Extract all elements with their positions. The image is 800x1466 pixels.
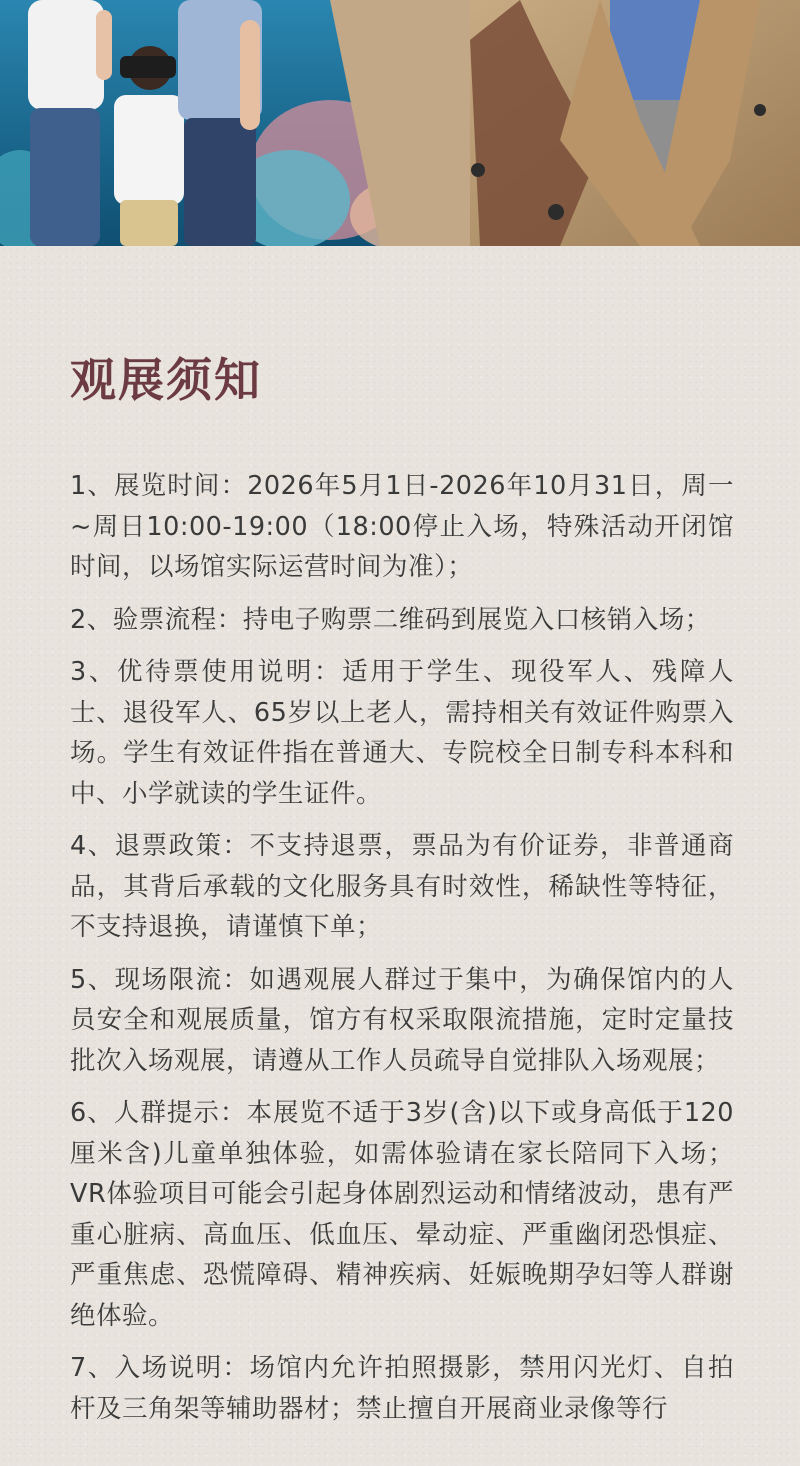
child-figure — [114, 46, 184, 246]
section-title: 观展须知 — [70, 353, 262, 407]
notice-item-refund: 4、退票政策：不支持退票，票品为有价证券，非普通商品，其背后承载的文化服务具有时效性，稀缺性等特征，不支持退换，请谨慎下单； — [70, 831, 734, 942]
notice-item-time: 1、展览时间：2026年5月1日-2026年10月31日，周一~周日10:00-19:00（18:00停止入场，特殊活动开闭馆时间，以场馆实际运营时间为准）； — [70, 471, 734, 582]
banner-photo — [0, 0, 800, 246]
notice-item-discount: 3、优待票使用说明：适用于学生、现役军人、残障人士、退役军人、65岁以上老人，需持相关有效证件购票入场。学生有效证件指在普通大、专院校全日制专科本科和中、小学就读的学生证件。 — [70, 657, 734, 809]
woman-trench-coat — [330, 0, 800, 246]
adult-figure-right — [178, 0, 262, 246]
notice-item-ticket-check: 2、验票流程：持电子购票二维码到展览入口核销入场； — [70, 604, 711, 635]
notice-list — [70, 466, 734, 1441]
banner-illustration — [0, 0, 800, 246]
notice-item-audience: 6、人群提示：本展览不适于3岁(含)以下或身高低于120厘米含)儿童单独体验，如需体验请在家长陪同下入场；VR体验项目可能会引起身体剧烈运动和情绪波动，患有严重心脏病、高血压、低血压、晕动症、严重幽闭恐惧症、严重焦虑、恐慌障碍、精神疾病、妊娠晚期孕妇等人群谢绝体验。 — [70, 1098, 734, 1331]
notice-item-entry: 7、入场说明：场馆内允许拍照摄影，禁用闪光灯、自拍杆及三角架等辅助器材；禁止擅自开展商业录像等行 — [70, 1353, 734, 1424]
notice-item-crowd-control: 5、现场限流：如遇观展人群过于集中，为确保馆内的人员安全和观展质量，馆方有权采取限流措施，定时定量技批次入场观展，请遵从工作人员疏导自觉排队入场观展； — [70, 964, 734, 1076]
adult-figure-left — [28, 0, 112, 246]
